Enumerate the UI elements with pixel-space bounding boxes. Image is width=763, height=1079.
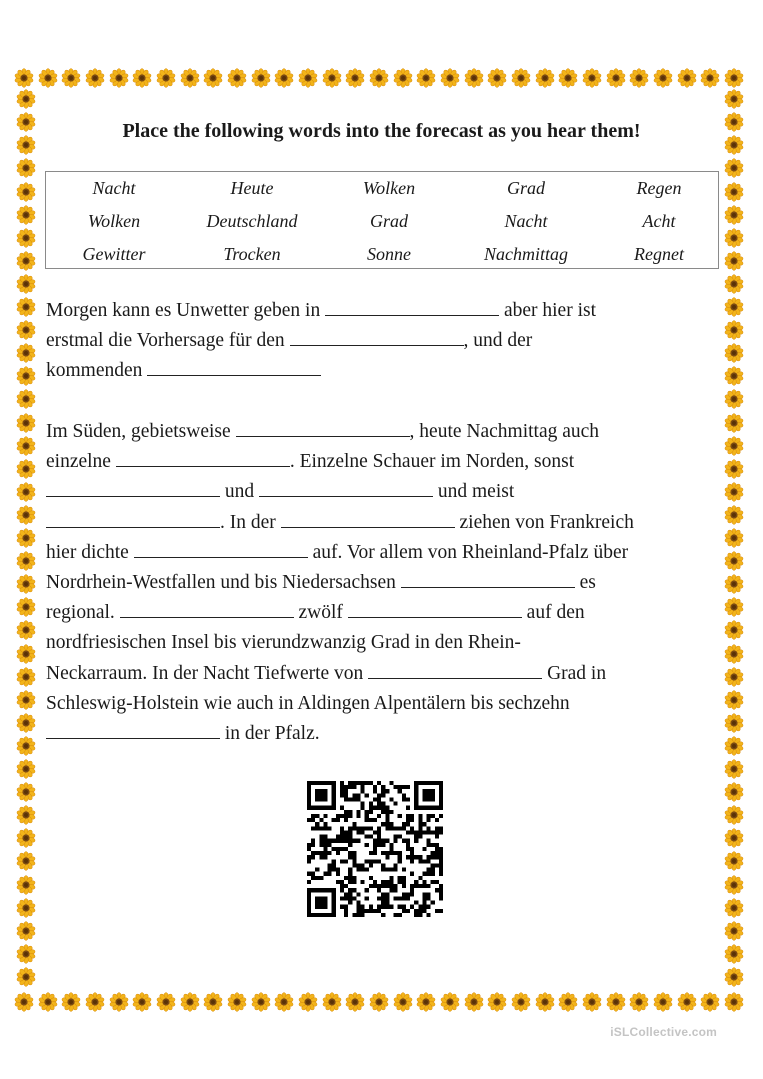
sunflower-icon xyxy=(180,68,200,88)
sunflower-icon xyxy=(156,68,176,88)
sunflower-icon xyxy=(16,482,36,502)
forecast-paragraph-1 xyxy=(46,296,726,387)
text-segment: Neckarraum. In der Nacht Tiefwerte von xyxy=(46,662,369,684)
word-bank-item: Acht xyxy=(642,211,676,231)
sunflower-icon xyxy=(61,992,81,1012)
text-segment: erstmal die Vorhersage für den xyxy=(46,330,290,352)
sunflower-icon xyxy=(345,992,365,1012)
text-segment: ziehen von Frankreich xyxy=(454,511,634,533)
sunflower-icon xyxy=(653,68,673,88)
sunflower-icon xyxy=(369,992,389,1012)
sunflower-icon xyxy=(274,992,294,1012)
sunflower-icon xyxy=(464,992,484,1012)
word-bank-item: Trocken xyxy=(223,244,281,264)
sunflower-icon xyxy=(558,992,578,1012)
sunflower-icon xyxy=(16,690,36,710)
text-line xyxy=(46,326,726,356)
text-line xyxy=(46,538,726,568)
sunflower-icon xyxy=(16,851,36,871)
sunflower-icon xyxy=(16,505,36,525)
sunflower-icon xyxy=(629,68,649,88)
forecast-paragraph-2 xyxy=(46,417,726,749)
text-segment: auf. Vor allem von Rheinland-Pfalz über xyxy=(307,541,629,563)
text-segment: Morgen kann es Unwetter geben in xyxy=(46,300,326,321)
text-line xyxy=(46,689,726,719)
sunflower-icon xyxy=(109,992,129,1012)
sunflower-icon xyxy=(156,992,176,1012)
sunflower-icon xyxy=(203,992,223,1012)
sunflower-icon xyxy=(274,68,294,88)
sunflower-icon xyxy=(16,667,36,687)
sunflower-icon xyxy=(251,68,271,88)
text-line xyxy=(46,477,726,507)
sunflower-icon xyxy=(724,436,744,456)
sunflower-icon xyxy=(16,782,36,802)
sunflower-icon xyxy=(724,759,744,779)
sunflower-icon xyxy=(582,992,602,1012)
text-segment: nordfriesischen Insel bis vierundzwanzig Grad in den Rhein- xyxy=(46,632,521,654)
sunflower-icon xyxy=(724,736,744,756)
sunflower-icon xyxy=(724,389,744,409)
text-line xyxy=(46,719,726,749)
word-bank-item: Grad xyxy=(506,178,545,198)
sunflower-icon xyxy=(724,343,744,363)
sunflower-icon xyxy=(700,992,720,1012)
sunflower-icon xyxy=(724,274,744,294)
sunflower-icon xyxy=(724,944,744,964)
sunflower-icon xyxy=(724,366,744,386)
sunflower-icon xyxy=(724,482,744,502)
fill-in-blank[interactable] xyxy=(368,677,542,679)
sunflower-icon xyxy=(416,992,436,1012)
sunflower-icon xyxy=(582,68,602,88)
word-bank-item: Nacht xyxy=(504,211,548,231)
sunflower-icon xyxy=(511,68,531,88)
fill-in-blank[interactable] xyxy=(116,465,290,467)
fill-in-blank[interactable] xyxy=(46,526,220,528)
text-line xyxy=(46,296,726,326)
sunflower-icon xyxy=(724,667,744,687)
sunflower-icon xyxy=(724,597,744,617)
sunflower-icon xyxy=(16,759,36,779)
sunflower-icon xyxy=(16,644,36,664)
sunflower-icon xyxy=(464,68,484,88)
qr-code-icon[interactable] xyxy=(307,781,443,917)
sunflower-icon xyxy=(109,68,129,88)
fill-in-blank[interactable] xyxy=(401,586,575,588)
sunflower-border-top xyxy=(14,66,746,90)
sunflower-icon xyxy=(487,68,507,88)
sunflower-icon xyxy=(16,528,36,548)
word-bank-item: Regen xyxy=(636,178,682,198)
sunflower-icon xyxy=(16,251,36,271)
sunflower-icon xyxy=(416,68,436,88)
sunflower-icon xyxy=(16,459,36,479)
text-segment: zwölf xyxy=(293,602,348,624)
sunflower-icon xyxy=(16,366,36,386)
fill-in-blank[interactable] xyxy=(236,435,410,437)
sunflower-icon xyxy=(724,713,744,733)
fill-in-blank[interactable] xyxy=(290,344,464,346)
text-segment: hier dichte xyxy=(46,541,134,563)
text-segment: , heute Nachmittag auch xyxy=(409,421,600,442)
text-line xyxy=(46,598,726,628)
sunflower-icon xyxy=(16,574,36,594)
sunflower-icon xyxy=(16,182,36,202)
sunflower-icon xyxy=(653,992,673,1012)
sunflower-icon xyxy=(724,690,744,710)
word-bank-item: Gewitter xyxy=(82,244,146,264)
sunflower-icon xyxy=(16,828,36,848)
sunflower-icon xyxy=(16,875,36,895)
sunflower-icon xyxy=(16,967,36,987)
sunflower-icon xyxy=(16,320,36,340)
sunflower-icon xyxy=(322,992,342,1012)
sunflower-icon xyxy=(724,805,744,825)
sunflower-icon xyxy=(724,228,744,248)
watermark-logo: iSLCollective.com xyxy=(610,1025,717,1039)
sunflower-icon xyxy=(16,413,36,433)
text-segment: in der Pfalz. xyxy=(220,723,320,745)
sunflower-icon xyxy=(16,620,36,640)
sunflower-icon xyxy=(85,68,105,88)
text-segment: Im Süden, gebietsweise xyxy=(46,421,236,442)
word-bank-item: Deutschland xyxy=(206,211,298,231)
sunflower-icon xyxy=(16,274,36,294)
text-segment: es xyxy=(574,572,596,594)
sunflower-icon xyxy=(298,992,318,1012)
fill-in-blank[interactable] xyxy=(281,526,455,528)
sunflower-icon xyxy=(227,992,247,1012)
sunflower-border-left xyxy=(14,66,38,1012)
text-segment: . In der xyxy=(220,511,281,533)
text-line xyxy=(46,417,726,447)
sunflower-icon xyxy=(345,68,365,88)
sunflower-icon xyxy=(16,205,36,225)
sunflower-icon xyxy=(535,992,555,1012)
sunflower-icon xyxy=(16,158,36,178)
sunflower-icon xyxy=(724,158,744,178)
sunflower-icon xyxy=(322,68,342,88)
sunflower-icon xyxy=(16,736,36,756)
worksheet-title: Place the following words into the forecast as you hear them! xyxy=(122,120,641,142)
text-segment: , und der xyxy=(463,330,533,352)
sunflower-icon xyxy=(16,713,36,733)
sunflower-icon xyxy=(724,182,744,202)
text-segment: Schleswig-Holstein wie auch in Aldingen Alpentälern bis sechzehn xyxy=(46,692,570,714)
sunflower-icon xyxy=(724,851,744,871)
word-bank-item: Wolken xyxy=(362,178,416,198)
sunflower-icon xyxy=(16,389,36,409)
sunflower-icon xyxy=(16,343,36,363)
sunflower-icon xyxy=(558,68,578,88)
sunflower-icon xyxy=(393,992,413,1012)
sunflower-icon xyxy=(724,89,744,109)
sunflower-icon xyxy=(38,992,58,1012)
word-bank-item: Grad xyxy=(369,211,408,231)
text-line xyxy=(46,447,726,477)
sunflower-icon xyxy=(132,68,152,88)
text-line xyxy=(46,508,726,538)
fill-in-blank[interactable] xyxy=(259,495,433,497)
sunflower-icon xyxy=(724,644,744,664)
sunflower-icon xyxy=(132,992,152,1012)
sunflower-icon xyxy=(724,551,744,571)
text-segment: auf den xyxy=(521,602,585,624)
sunflower-icon xyxy=(16,805,36,825)
sunflower-icon xyxy=(61,68,81,88)
word-bank-item: Sonne xyxy=(367,244,411,264)
sunflower-icon xyxy=(38,68,58,88)
word-bank-item: Nachmittag xyxy=(484,244,568,264)
sunflower-icon xyxy=(535,68,555,88)
sunflower-icon xyxy=(16,436,36,456)
sunflower-icon xyxy=(16,551,36,571)
sunflower-icon xyxy=(16,921,36,941)
sunflower-icon xyxy=(724,875,744,895)
text-segment: . Einzelne Schauer im Norden, sonst xyxy=(289,451,575,473)
sunflower-icon xyxy=(85,992,105,1012)
sunflower-icon xyxy=(393,68,413,88)
sunflower-icon xyxy=(16,597,36,617)
sunflower-border-bottom xyxy=(14,990,746,1014)
sunflower-icon xyxy=(724,297,744,317)
sunflower-icon xyxy=(724,251,744,271)
sunflower-icon xyxy=(16,228,36,248)
sunflower-icon xyxy=(700,68,720,88)
sunflower-icon xyxy=(440,68,460,88)
sunflower-icon xyxy=(16,898,36,918)
fill-in-blank[interactable] xyxy=(348,616,522,618)
fill-in-blank[interactable] xyxy=(120,616,294,618)
fill-in-blank[interactable] xyxy=(325,314,499,316)
sunflower-icon xyxy=(16,944,36,964)
text-line xyxy=(46,356,726,386)
text-segment: regional. xyxy=(46,602,120,624)
text-line xyxy=(46,568,726,598)
fill-in-blank[interactable] xyxy=(46,495,220,497)
sunflower-icon xyxy=(724,320,744,340)
word-bank-item: Heute xyxy=(230,178,274,198)
sunflower-icon xyxy=(606,68,626,88)
sunflower-icon xyxy=(369,68,389,88)
sunflower-icon xyxy=(724,898,744,918)
text-line xyxy=(46,659,726,689)
sunflower-icon xyxy=(677,68,697,88)
fill-in-blank[interactable] xyxy=(134,556,308,558)
sunflower-icon xyxy=(16,297,36,317)
sunflower-icon xyxy=(180,992,200,1012)
sunflower-icon xyxy=(298,68,318,88)
text-segment: Grad in xyxy=(542,662,607,684)
word-bank-item: Wolken xyxy=(87,211,141,231)
text-segment: kommenden xyxy=(46,360,148,382)
sunflower-icon xyxy=(724,413,744,433)
sunflower-icon xyxy=(724,967,744,987)
text-segment: und meist xyxy=(433,481,515,503)
text-segment: und xyxy=(220,481,259,503)
word-bank-item: Regnet xyxy=(634,244,684,264)
sunflower-icon xyxy=(724,620,744,640)
sunflower-icon xyxy=(251,992,271,1012)
fill-in-blank[interactable] xyxy=(46,737,220,739)
sunflower-icon xyxy=(724,782,744,802)
sunflower-icon xyxy=(16,89,36,109)
sunflower-icon xyxy=(724,505,744,525)
text-line xyxy=(46,628,726,658)
word-bank-item: Nacht xyxy=(92,178,136,198)
sunflower-icon xyxy=(724,528,744,548)
sunflower-icon xyxy=(606,992,626,1012)
text-segment: einzelne xyxy=(46,451,116,473)
fill-in-blank[interactable] xyxy=(147,374,321,376)
sunflower-icon xyxy=(724,459,744,479)
sunflower-icon xyxy=(677,992,697,1012)
text-segment: aber hier ist xyxy=(499,300,596,321)
sunflower-icon xyxy=(227,68,247,88)
sunflower-icon xyxy=(724,205,744,225)
sunflower-icon xyxy=(724,574,744,594)
sunflower-icon xyxy=(487,992,507,1012)
sunflower-icon xyxy=(511,992,531,1012)
sunflower-icon xyxy=(724,828,744,848)
word-bank-box xyxy=(45,171,719,269)
text-segment: Nordrhein-Westfallen und bis Niedersachsen xyxy=(46,572,401,594)
sunflower-icon xyxy=(629,992,649,1012)
sunflower-icon xyxy=(440,992,460,1012)
sunflower-icon xyxy=(724,921,744,941)
sunflower-icon xyxy=(203,68,223,88)
